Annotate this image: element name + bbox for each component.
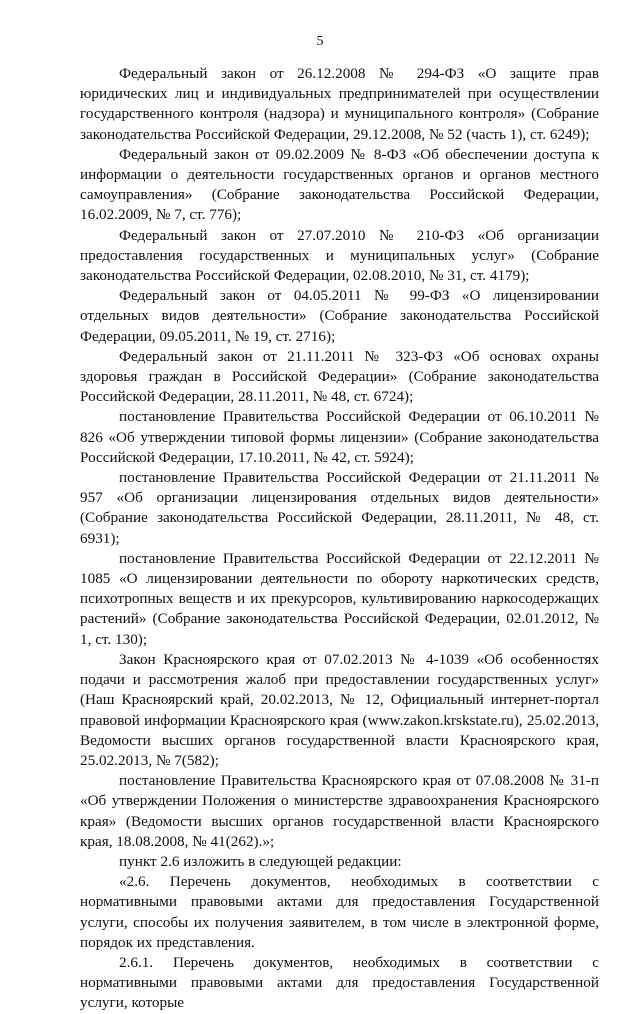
page-number: 5: [316, 34, 324, 49]
paragraph-law-8: Федеральный закон от 09.02.2009 № 8-ФЗ «Об обеспечении доступа к информации о деятельности государственных органов и органов местного самоуправления» (Собрание законодательства Российской Федерации, 16.02.2009, № 7, ст. 776);: [80, 145, 599, 224]
paragraph-law-323: Федеральный закон от 21.11.2011 № 323-ФЗ «Об основах охраны здоровья граждан в Российской Федерации» (Собрание законодательства Российской Федерации, 28.11.2011, № 48, ст. 6724);: [80, 347, 599, 406]
paragraph-krasnoyarsk-law-4-1039: Закон Красноярского края от 07.02.2013 № 4-1039 «Об особенностях подачи и рассмотрения жалоб при предоставлении государственных услуг» (Наш Красноярский край, 20.02.2013, № 12, Официальный интернет-портал правовой информации Красноярского края (www.zakon.krskstate.ru), 25.02.2013, Ведомости высших органов государственной власти Красноярского края, 25.02.2013, № 7(582);: [80, 650, 599, 769]
paragraph-resolution-957: постановление Правительства Российской Федерации от 21.11.2011 № 957 «Об организации лицензирования отдельных видов деятельности» (Собрание законодательства Российской Федерации, 28.11.2011, № 48, ст. 6931);: [80, 469, 599, 547]
paragraph-resolution-826: постановление Правительства Российской Федерации от 06.10.2011 № 826 «Об утверждении типовой формы лицензии» (Собрание законодательства Российской Федерации, 17.10.2011, № 42, ст. 5924);: [80, 408, 599, 466]
paragraph-item-2-6: «2.6. Перечень документов, необходимых в соответствии с нормативными правовыми актами для предоставления Государственной услуги, способы их получения заявителем, в том числе в электронной форме, порядок их представления.: [80, 873, 599, 951]
paragraph-resolution-1085: постановление Правительства Российской Федерации от 22.12.2011 № 1085 «О лицензировании деятельности по обороту наркотических средств, психотропных веществ и их прекурсоров, культивированию наркосодержащих растений» (Собрание законодательства Российской Федерации, 02.01.2012, № 1, ст. 130);: [80, 549, 599, 648]
paragraph-law-210: Федеральный закон от 27.07.2010 № 210-ФЗ «Об организации предоставления государственных и муниципальных услуг» (Собрание законодательства Российской Федерации, 02.08.2010, № 31, ст. 4179);: [80, 226, 599, 285]
paragraph-krasnoyarsk-resolution-31p: постановление Правительства Красноярского края от 07.08.2008 № 31-п «Об утверждении Положения о министерстве здравоохранения Красноярского края» (Ведомости высших органов государственной власти Красноярского края, 18.08.2008, № 41(262).»;: [80, 772, 599, 850]
document-body: [80, 64, 599, 1014]
paragraph-item-2-6-1: 2.6.1. Перечень документов, необходимых в соответствии с нормативными правовыми актами для предоставления Государственной услуги, которые: [80, 953, 599, 1012]
paragraph-law-99: Федеральный закон от 04.05.2011 № 99-ФЗ «О лицензировании отдельных видов деятельности» (Собрание законодательства Российской Федерации, 09.05.2011, № 19, ст. 2716);: [80, 287, 599, 345]
paragraph-item-2-6-intro: пункт 2.6 изложить в следующей редакции:: [119, 852, 402, 870]
paragraph-law-294: Федеральный закон от 26.12.2008 № 294-ФЗ «О защите прав юридических лиц и индивидуальных предпринимателей при осуществлении государственного контроля (надзора) и муниципального контроля» (Собрание законодательства Российской Федерации, 29.12.2008, № 52 (часть 1), ст. 6249);: [80, 65, 599, 143]
